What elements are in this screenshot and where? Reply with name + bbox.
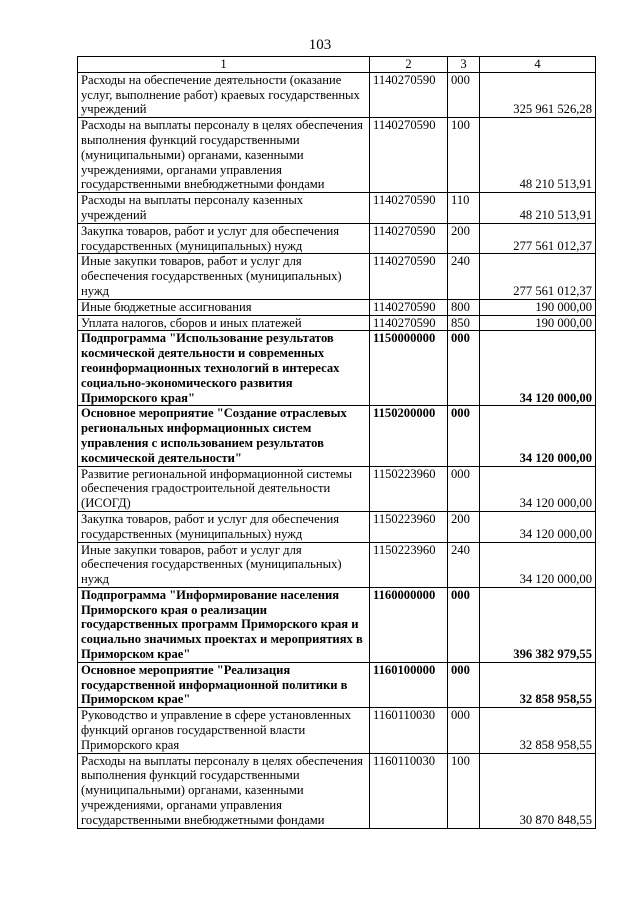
row-amount-cell: 277 561 012,37 [480, 254, 596, 299]
row-type-cell: 000 [448, 708, 480, 753]
row-amount-cell: 396 382 979,55 [480, 587, 596, 662]
row-amount-cell: 30 870 848,55 [480, 753, 596, 828]
row-type-cell: 000 [448, 587, 480, 662]
row-name-cell: Расходы на выплаты персоналу в целях обеспечения выполнения функций государственными (муниципальными) органами, казенными учреждениями, органами управления государственными внебюджетными фондами [78, 753, 370, 828]
row-type-cell: 110 [448, 193, 480, 224]
row-name-cell: Уплата налогов, сборов и иных платежей [78, 315, 370, 331]
row-code-cell: 1140270590 [370, 193, 448, 224]
row-name-cell: Подпрограмма "Информирование населения Приморского края о реализации государственных программ Приморского края и социально значимых проектах и мероприятиях в Приморском крае" [78, 587, 370, 662]
row-amount-cell: 48 210 513,91 [480, 193, 596, 224]
row-name-cell: Развитие региональной информационной системы обеспечения градостроительной деятельности (ИСОГД) [78, 466, 370, 511]
row-name-cell: Основное мероприятие "Реализация государственной информационной политики в Приморском крае" [78, 662, 370, 707]
row-code-cell: 1160110030 [370, 753, 448, 828]
row-name-cell: Закупка товаров, работ и услуг для обеспечения государственных (муниципальных) нужд [78, 511, 370, 542]
table-row [78, 223, 596, 254]
row-amount-cell: 48 210 513,91 [480, 118, 596, 193]
row-code-cell: 1160110030 [370, 708, 448, 753]
row-code-cell: 1140270590 [370, 299, 448, 315]
row-type-cell: 240 [448, 254, 480, 299]
row-amount-cell: 32 858 958,55 [480, 708, 596, 753]
row-name-cell: Иные бюджетные ассигнования [78, 299, 370, 315]
table-row [78, 662, 596, 707]
row-amount-cell: 34 120 000,00 [480, 466, 596, 511]
table-row [78, 708, 596, 753]
row-amount-cell: 190 000,00 [480, 315, 596, 331]
row-name-cell: Руководство и управление в сфере установленных функций органов государственной власти Приморского края [78, 708, 370, 753]
row-type-cell: 240 [448, 542, 480, 587]
table-row [78, 542, 596, 587]
row-type-cell: 000 [448, 72, 480, 117]
table-row [78, 254, 596, 299]
row-type-cell: 800 [448, 299, 480, 315]
row-code-cell: 1160100000 [370, 662, 448, 707]
row-code-cell: 1140270590 [370, 72, 448, 117]
table-row [78, 406, 596, 466]
row-name-cell: Расходы на обеспечение деятельности (оказание услуг, выполнение работ) краевых государственных учреждений [78, 72, 370, 117]
budget-table [77, 56, 596, 829]
row-amount-cell: 190 000,00 [480, 299, 596, 315]
header-cell-3: 3 [448, 57, 480, 73]
row-amount-cell: 34 120 000,00 [480, 542, 596, 587]
table-row [78, 511, 596, 542]
row-code-cell: 1140270590 [370, 315, 448, 331]
row-code-cell: 1150223960 [370, 466, 448, 511]
table-row [78, 299, 596, 315]
row-type-cell: 000 [448, 406, 480, 466]
header-cell-4: 4 [480, 57, 596, 73]
row-code-cell: 1150223960 [370, 511, 448, 542]
row-amount-cell: 34 120 000,00 [480, 406, 596, 466]
row-amount-cell: 34 120 000,00 [480, 331, 596, 406]
table-row [78, 118, 596, 193]
header-cell-2: 2 [370, 57, 448, 73]
table-row [78, 72, 596, 117]
table-row [78, 587, 596, 662]
header-cell-1: 1 [78, 57, 370, 73]
row-amount-cell: 325 961 526,28 [480, 72, 596, 117]
row-name-cell: Иные закупки товаров, работ и услуг для обеспечения государственных (муниципальных) нужд [78, 254, 370, 299]
row-name-cell: Расходы на выплаты персоналу казенных учреждений [78, 193, 370, 224]
row-type-cell: 000 [448, 662, 480, 707]
table-row [78, 331, 596, 406]
row-name-cell: Иные закупки товаров, работ и услуг для обеспечения государственных (муниципальных) нужд [78, 542, 370, 587]
row-amount-cell: 34 120 000,00 [480, 511, 596, 542]
table-header-row [78, 57, 596, 73]
row-code-cell: 1140270590 [370, 223, 448, 254]
table-row [78, 193, 596, 224]
row-name-cell: Подпрограмма "Использование результатов космической деятельности и современных геоинформационных технологий в интересах социально-экономического развития Приморского края" [78, 331, 370, 406]
row-type-cell: 200 [448, 223, 480, 254]
row-type-cell: 100 [448, 118, 480, 193]
table-row [78, 315, 596, 331]
row-type-cell: 200 [448, 511, 480, 542]
row-type-cell: 000 [448, 466, 480, 511]
row-amount-cell: 277 561 012,37 [480, 223, 596, 254]
row-code-cell: 1150223960 [370, 542, 448, 587]
table-row [78, 466, 596, 511]
table-row [78, 753, 596, 828]
row-name-cell: Закупка товаров, работ и услуг для обеспечения государственных (муниципальных) нужд [78, 223, 370, 254]
row-code-cell: 1140270590 [370, 118, 448, 193]
row-name-cell: Расходы на выплаты персоналу в целях обеспечения выполнения функций государственными (муниципальными) органами, казенными учреждениями, органами управления государственными внебюджетными фондами [78, 118, 370, 193]
row-code-cell: 1160000000 [370, 587, 448, 662]
row-code-cell: 1140270590 [370, 254, 448, 299]
page-number: 103 [308, 37, 332, 53]
row-type-cell: 000 [448, 331, 480, 406]
row-name-cell: Основное мероприятие "Создание отраслевых региональных информационных систем управления с использованием результатов космической деятельности" [78, 406, 370, 466]
row-code-cell: 1150000000 [370, 331, 448, 406]
row-type-cell: 100 [448, 753, 480, 828]
row-code-cell: 1150200000 [370, 406, 448, 466]
row-type-cell: 850 [448, 315, 480, 331]
row-amount-cell: 32 858 958,55 [480, 662, 596, 707]
